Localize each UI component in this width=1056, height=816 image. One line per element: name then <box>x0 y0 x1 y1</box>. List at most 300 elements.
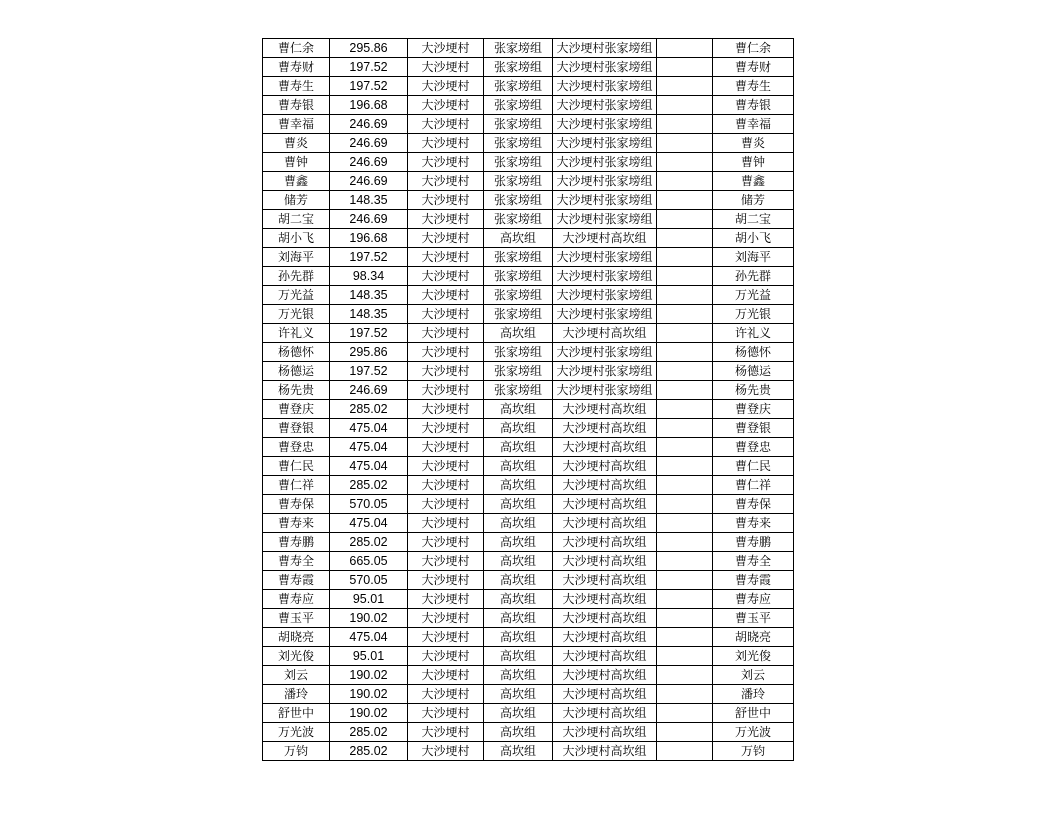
owner-name-repeat-cell: 舒世中 <box>713 704 794 723</box>
group-cell: 高坎组 <box>484 438 553 457</box>
location-cell: 大沙埂村高坎组 <box>553 438 657 457</box>
location-cell: 大沙埂村张家塝组 <box>553 172 657 191</box>
table-row <box>263 248 794 267</box>
blank-cell <box>657 742 713 761</box>
village-cell: 大沙埂村 <box>408 172 484 191</box>
area-cell: 285.02 <box>330 723 408 742</box>
village-cell: 大沙埂村 <box>408 229 484 248</box>
blank-cell <box>657 96 713 115</box>
blank-cell <box>657 191 713 210</box>
data-table <box>262 38 794 761</box>
blank-cell <box>657 628 713 647</box>
table-row <box>263 552 794 571</box>
owner-name-cell: 曹寿保 <box>263 495 330 514</box>
owner-name-cell: 孙先群 <box>263 267 330 286</box>
owner-name-cell: 曹仁祥 <box>263 476 330 495</box>
owner-name-cell: 许礼义 <box>263 324 330 343</box>
table-row <box>263 571 794 590</box>
village-cell: 大沙埂村 <box>408 96 484 115</box>
owner-name-cell: 曹寿全 <box>263 552 330 571</box>
group-cell: 高坎组 <box>484 609 553 628</box>
village-cell: 大沙埂村 <box>408 362 484 381</box>
table-row <box>263 343 794 362</box>
owner-name-cell: 曹寿鹏 <box>263 533 330 552</box>
area-cell: 285.02 <box>330 742 408 761</box>
owner-name-repeat-cell: 曹仁民 <box>713 457 794 476</box>
group-cell: 张家塝组 <box>484 153 553 172</box>
blank-cell <box>657 476 713 495</box>
village-cell: 大沙埂村 <box>408 419 484 438</box>
group-cell: 张家塝组 <box>484 39 553 58</box>
blank-cell <box>657 533 713 552</box>
location-cell: 大沙埂村高坎组 <box>553 324 657 343</box>
location-cell: 大沙埂村高坎组 <box>553 419 657 438</box>
group-cell: 高坎组 <box>484 571 553 590</box>
area-cell: 148.35 <box>330 305 408 324</box>
table-row <box>263 666 794 685</box>
owner-name-cell: 万光波 <box>263 723 330 742</box>
location-cell: 大沙埂村高坎组 <box>553 229 657 248</box>
table-row <box>263 704 794 723</box>
location-cell: 大沙埂村张家塝组 <box>553 305 657 324</box>
owner-name-repeat-cell: 万光波 <box>713 723 794 742</box>
blank-cell <box>657 172 713 191</box>
owner-name-cell: 曹钟 <box>263 153 330 172</box>
location-cell: 大沙埂村高坎组 <box>553 628 657 647</box>
group-cell: 高坎组 <box>484 419 553 438</box>
location-cell: 大沙埂村高坎组 <box>553 533 657 552</box>
village-cell: 大沙埂村 <box>408 248 484 267</box>
table-row <box>263 115 794 134</box>
area-cell: 475.04 <box>330 457 408 476</box>
group-cell: 张家塝组 <box>484 362 553 381</box>
owner-name-cell: 储芳 <box>263 191 330 210</box>
owner-name-repeat-cell: 杨德运 <box>713 362 794 381</box>
table-row <box>263 286 794 305</box>
table-row <box>263 134 794 153</box>
area-cell: 197.52 <box>330 77 408 96</box>
blank-cell <box>657 381 713 400</box>
table-row <box>263 609 794 628</box>
location-cell: 大沙埂村张家塝组 <box>553 96 657 115</box>
area-cell: 295.86 <box>330 39 408 58</box>
owner-name-repeat-cell: 曹仁余 <box>713 39 794 58</box>
area-cell: 197.52 <box>330 248 408 267</box>
table-row <box>263 590 794 609</box>
blank-cell <box>657 286 713 305</box>
blank-cell <box>657 77 713 96</box>
location-cell: 大沙埂村高坎组 <box>553 666 657 685</box>
owner-name-cell: 万光益 <box>263 286 330 305</box>
village-cell: 大沙埂村 <box>408 552 484 571</box>
area-cell: 285.02 <box>330 533 408 552</box>
group-cell: 张家塝组 <box>484 267 553 286</box>
owner-name-repeat-cell: 曹寿银 <box>713 96 794 115</box>
group-cell: 张家塝组 <box>484 115 553 134</box>
group-cell: 高坎组 <box>484 229 553 248</box>
table-row <box>263 438 794 457</box>
group-cell: 张家塝组 <box>484 286 553 305</box>
village-cell: 大沙埂村 <box>408 39 484 58</box>
village-cell: 大沙埂村 <box>408 343 484 362</box>
table-row <box>263 172 794 191</box>
area-cell: 475.04 <box>330 514 408 533</box>
owner-name-cell: 曹鑫 <box>263 172 330 191</box>
group-cell: 张家塝组 <box>484 248 553 267</box>
village-cell: 大沙埂村 <box>408 647 484 666</box>
owner-name-cell: 刘海平 <box>263 248 330 267</box>
owner-name-repeat-cell: 储芳 <box>713 191 794 210</box>
area-cell: 95.01 <box>330 590 408 609</box>
table-body <box>263 39 794 761</box>
blank-cell <box>657 609 713 628</box>
blank-cell <box>657 438 713 457</box>
group-cell: 张家塝组 <box>484 172 553 191</box>
location-cell: 大沙埂村高坎组 <box>553 571 657 590</box>
area-cell: 246.69 <box>330 210 408 229</box>
blank-cell <box>657 210 713 229</box>
owner-name-repeat-cell: 杨德怀 <box>713 343 794 362</box>
owner-name-repeat-cell: 曹寿应 <box>713 590 794 609</box>
blank-cell <box>657 305 713 324</box>
table-row <box>263 457 794 476</box>
owner-name-cell: 曹登庆 <box>263 400 330 419</box>
village-cell: 大沙埂村 <box>408 400 484 419</box>
table-row <box>263 305 794 324</box>
blank-cell <box>657 666 713 685</box>
village-cell: 大沙埂村 <box>408 742 484 761</box>
owner-name-repeat-cell: 曹仁祥 <box>713 476 794 495</box>
owner-name-cell: 曹寿银 <box>263 96 330 115</box>
owner-name-cell: 潘玲 <box>263 685 330 704</box>
location-cell: 大沙埂村张家塝组 <box>553 39 657 58</box>
group-cell: 高坎组 <box>484 742 553 761</box>
group-cell: 高坎组 <box>484 723 553 742</box>
owner-name-cell: 曹登银 <box>263 419 330 438</box>
table-row <box>263 39 794 58</box>
village-cell: 大沙埂村 <box>408 191 484 210</box>
village-cell: 大沙埂村 <box>408 210 484 229</box>
village-cell: 大沙埂村 <box>408 324 484 343</box>
blank-cell <box>657 685 713 704</box>
owner-name-repeat-cell: 许礼义 <box>713 324 794 343</box>
table-row <box>263 153 794 172</box>
blank-cell <box>657 647 713 666</box>
location-cell: 大沙埂村高坎组 <box>553 495 657 514</box>
location-cell: 大沙埂村高坎组 <box>553 742 657 761</box>
owner-name-cell: 曹寿财 <box>263 58 330 77</box>
location-cell: 大沙埂村高坎组 <box>553 552 657 571</box>
owner-name-cell: 万钧 <box>263 742 330 761</box>
group-cell: 高坎组 <box>484 457 553 476</box>
location-cell: 大沙埂村高坎组 <box>553 590 657 609</box>
village-cell: 大沙埂村 <box>408 115 484 134</box>
village-cell: 大沙埂村 <box>408 666 484 685</box>
owner-name-cell: 曹寿生 <box>263 77 330 96</box>
blank-cell <box>657 400 713 419</box>
table-row <box>263 723 794 742</box>
group-cell: 张家塝组 <box>484 305 553 324</box>
location-cell: 大沙埂村张家塝组 <box>553 115 657 134</box>
table-row <box>263 647 794 666</box>
owner-name-repeat-cell: 孙先群 <box>713 267 794 286</box>
owner-name-cell: 胡二宝 <box>263 210 330 229</box>
group-cell: 高坎组 <box>484 685 553 704</box>
area-cell: 665.05 <box>330 552 408 571</box>
group-cell: 高坎组 <box>484 533 553 552</box>
owner-name-cell: 曹寿应 <box>263 590 330 609</box>
owner-name-cell: 曹玉平 <box>263 609 330 628</box>
area-cell: 246.69 <box>330 134 408 153</box>
blank-cell <box>657 134 713 153</box>
location-cell: 大沙埂村张家塝组 <box>553 248 657 267</box>
blank-cell <box>657 115 713 134</box>
table-row <box>263 96 794 115</box>
area-cell: 197.52 <box>330 362 408 381</box>
area-cell: 190.02 <box>330 685 408 704</box>
location-cell: 大沙埂村高坎组 <box>553 609 657 628</box>
village-cell: 大沙埂村 <box>408 723 484 742</box>
owner-name-cell: 刘光俊 <box>263 647 330 666</box>
blank-cell <box>657 267 713 286</box>
area-cell: 98.34 <box>330 267 408 286</box>
owner-name-cell: 刘云 <box>263 666 330 685</box>
owner-name-repeat-cell: 潘玲 <box>713 685 794 704</box>
table-row <box>263 324 794 343</box>
village-cell: 大沙埂村 <box>408 514 484 533</box>
area-cell: 190.02 <box>330 666 408 685</box>
owner-name-repeat-cell: 曹寿来 <box>713 514 794 533</box>
area-cell: 148.35 <box>330 286 408 305</box>
group-cell: 高坎组 <box>484 704 553 723</box>
table-row <box>263 685 794 704</box>
village-cell: 大沙埂村 <box>408 609 484 628</box>
village-cell: 大沙埂村 <box>408 685 484 704</box>
group-cell: 张家塝组 <box>484 210 553 229</box>
group-cell: 高坎组 <box>484 495 553 514</box>
location-cell: 大沙埂村高坎组 <box>553 704 657 723</box>
table-row <box>263 514 794 533</box>
location-cell: 大沙埂村张家塝组 <box>553 58 657 77</box>
owner-name-cell: 胡小飞 <box>263 229 330 248</box>
village-cell: 大沙埂村 <box>408 58 484 77</box>
blank-cell <box>657 248 713 267</box>
group-cell: 张家塝组 <box>484 343 553 362</box>
owner-name-repeat-cell: 杨先贵 <box>713 381 794 400</box>
owner-name-repeat-cell: 胡小飞 <box>713 229 794 248</box>
village-cell: 大沙埂村 <box>408 457 484 476</box>
area-cell: 246.69 <box>330 381 408 400</box>
table-row <box>263 210 794 229</box>
location-cell: 大沙埂村高坎组 <box>553 723 657 742</box>
owner-name-cell: 舒世中 <box>263 704 330 723</box>
owner-name-repeat-cell: 曹寿全 <box>713 552 794 571</box>
owner-name-repeat-cell: 万光益 <box>713 286 794 305</box>
owner-name-cell: 曹仁民 <box>263 457 330 476</box>
group-cell: 张家塝组 <box>484 381 553 400</box>
owner-name-cell: 曹仁余 <box>263 39 330 58</box>
owner-name-repeat-cell: 曹钟 <box>713 153 794 172</box>
location-cell: 大沙埂村张家塝组 <box>553 77 657 96</box>
table-row <box>263 77 794 96</box>
group-cell: 高坎组 <box>484 476 553 495</box>
table-row <box>263 628 794 647</box>
group-cell: 高坎组 <box>484 400 553 419</box>
location-cell: 大沙埂村张家塝组 <box>553 343 657 362</box>
area-cell: 246.69 <box>330 115 408 134</box>
village-cell: 大沙埂村 <box>408 305 484 324</box>
village-cell: 大沙埂村 <box>408 571 484 590</box>
group-cell: 张家塝组 <box>484 134 553 153</box>
group-cell: 高坎组 <box>484 628 553 647</box>
owner-name-cell: 杨德怀 <box>263 343 330 362</box>
table-row <box>263 742 794 761</box>
owner-name-repeat-cell: 刘海平 <box>713 248 794 267</box>
blank-cell <box>657 362 713 381</box>
owner-name-cell: 曹幸福 <box>263 115 330 134</box>
owner-name-repeat-cell: 曹寿霞 <box>713 571 794 590</box>
owner-name-repeat-cell: 曹寿生 <box>713 77 794 96</box>
group-cell: 张家塝组 <box>484 191 553 210</box>
location-cell: 大沙埂村高坎组 <box>553 457 657 476</box>
area-cell: 197.52 <box>330 324 408 343</box>
location-cell: 大沙埂村张家塝组 <box>553 134 657 153</box>
owner-name-repeat-cell: 曹炎 <box>713 134 794 153</box>
blank-cell <box>657 58 713 77</box>
blank-cell <box>657 495 713 514</box>
area-cell: 190.02 <box>330 609 408 628</box>
area-cell: 475.04 <box>330 419 408 438</box>
owner-name-cell: 杨德运 <box>263 362 330 381</box>
blank-cell <box>657 457 713 476</box>
area-cell: 246.69 <box>330 153 408 172</box>
owner-name-cell: 曹寿霞 <box>263 571 330 590</box>
location-cell: 大沙埂村高坎组 <box>553 685 657 704</box>
group-cell: 高坎组 <box>484 324 553 343</box>
area-cell: 196.68 <box>330 229 408 248</box>
area-cell: 570.05 <box>330 495 408 514</box>
area-cell: 475.04 <box>330 628 408 647</box>
table-row <box>263 267 794 286</box>
location-cell: 大沙埂村高坎组 <box>553 400 657 419</box>
owner-name-cell: 万光银 <box>263 305 330 324</box>
table-row <box>263 191 794 210</box>
area-cell: 95.01 <box>330 647 408 666</box>
owner-name-repeat-cell: 曹玉平 <box>713 609 794 628</box>
location-cell: 大沙埂村张家塝组 <box>553 191 657 210</box>
owner-name-cell: 曹炎 <box>263 134 330 153</box>
village-cell: 大沙埂村 <box>408 438 484 457</box>
owner-name-cell: 胡晓亮 <box>263 628 330 647</box>
village-cell: 大沙埂村 <box>408 286 484 305</box>
area-cell: 246.69 <box>330 172 408 191</box>
village-cell: 大沙埂村 <box>408 134 484 153</box>
location-cell: 大沙埂村张家塝组 <box>553 381 657 400</box>
blank-cell <box>657 153 713 172</box>
owner-name-repeat-cell: 曹寿保 <box>713 495 794 514</box>
village-cell: 大沙埂村 <box>408 381 484 400</box>
location-cell: 大沙埂村高坎组 <box>553 647 657 666</box>
village-cell: 大沙埂村 <box>408 495 484 514</box>
group-cell: 张家塝组 <box>484 96 553 115</box>
table-row <box>263 495 794 514</box>
blank-cell <box>657 590 713 609</box>
location-cell: 大沙埂村张家塝组 <box>553 362 657 381</box>
group-cell: 高坎组 <box>484 514 553 533</box>
village-cell: 大沙埂村 <box>408 628 484 647</box>
blank-cell <box>657 514 713 533</box>
blank-cell <box>657 229 713 248</box>
village-cell: 大沙埂村 <box>408 267 484 286</box>
group-cell: 高坎组 <box>484 666 553 685</box>
blank-cell <box>657 419 713 438</box>
blank-cell <box>657 552 713 571</box>
blank-cell <box>657 39 713 58</box>
location-cell: 大沙埂村高坎组 <box>553 476 657 495</box>
owner-name-repeat-cell: 曹寿鹏 <box>713 533 794 552</box>
owner-name-cell: 曹寿来 <box>263 514 330 533</box>
village-cell: 大沙埂村 <box>408 704 484 723</box>
owner-name-repeat-cell: 曹登忠 <box>713 438 794 457</box>
group-cell: 高坎组 <box>484 647 553 666</box>
blank-cell <box>657 723 713 742</box>
table-row <box>263 362 794 381</box>
owner-name-cell: 曹登忠 <box>263 438 330 457</box>
location-cell: 大沙埂村张家塝组 <box>553 210 657 229</box>
group-cell: 张家塝组 <box>484 58 553 77</box>
owner-name-repeat-cell: 曹登庆 <box>713 400 794 419</box>
table-row <box>263 476 794 495</box>
owner-name-repeat-cell: 胡晓亮 <box>713 628 794 647</box>
area-cell: 475.04 <box>330 438 408 457</box>
area-cell: 285.02 <box>330 400 408 419</box>
table-row <box>263 229 794 248</box>
blank-cell <box>657 571 713 590</box>
owner-name-repeat-cell: 刘云 <box>713 666 794 685</box>
location-cell: 大沙埂村张家塝组 <box>553 153 657 172</box>
blank-cell <box>657 343 713 362</box>
table-row <box>263 381 794 400</box>
owner-name-repeat-cell: 刘光俊 <box>713 647 794 666</box>
group-cell: 张家塝组 <box>484 77 553 96</box>
group-cell: 高坎组 <box>484 552 553 571</box>
table-row <box>263 533 794 552</box>
location-cell: 大沙埂村张家塝组 <box>553 286 657 305</box>
owner-name-repeat-cell: 曹寿财 <box>713 58 794 77</box>
blank-cell <box>657 324 713 343</box>
table-row <box>263 419 794 438</box>
owner-name-repeat-cell: 万钧 <box>713 742 794 761</box>
table-row <box>263 400 794 419</box>
blank-cell <box>657 704 713 723</box>
area-cell: 295.86 <box>330 343 408 362</box>
owner-name-repeat-cell: 万光银 <box>713 305 794 324</box>
village-cell: 大沙埂村 <box>408 533 484 552</box>
owner-name-repeat-cell: 曹鑫 <box>713 172 794 191</box>
location-cell: 大沙埂村张家塝组 <box>553 267 657 286</box>
area-cell: 190.02 <box>330 704 408 723</box>
village-cell: 大沙埂村 <box>408 77 484 96</box>
village-cell: 大沙埂村 <box>408 476 484 495</box>
village-cell: 大沙埂村 <box>408 153 484 172</box>
area-cell: 197.52 <box>330 58 408 77</box>
location-cell: 大沙埂村高坎组 <box>553 514 657 533</box>
village-cell: 大沙埂村 <box>408 590 484 609</box>
area-cell: 285.02 <box>330 476 408 495</box>
owner-name-repeat-cell: 曹幸福 <box>713 115 794 134</box>
area-cell: 196.68 <box>330 96 408 115</box>
owner-name-repeat-cell: 曹登银 <box>713 419 794 438</box>
